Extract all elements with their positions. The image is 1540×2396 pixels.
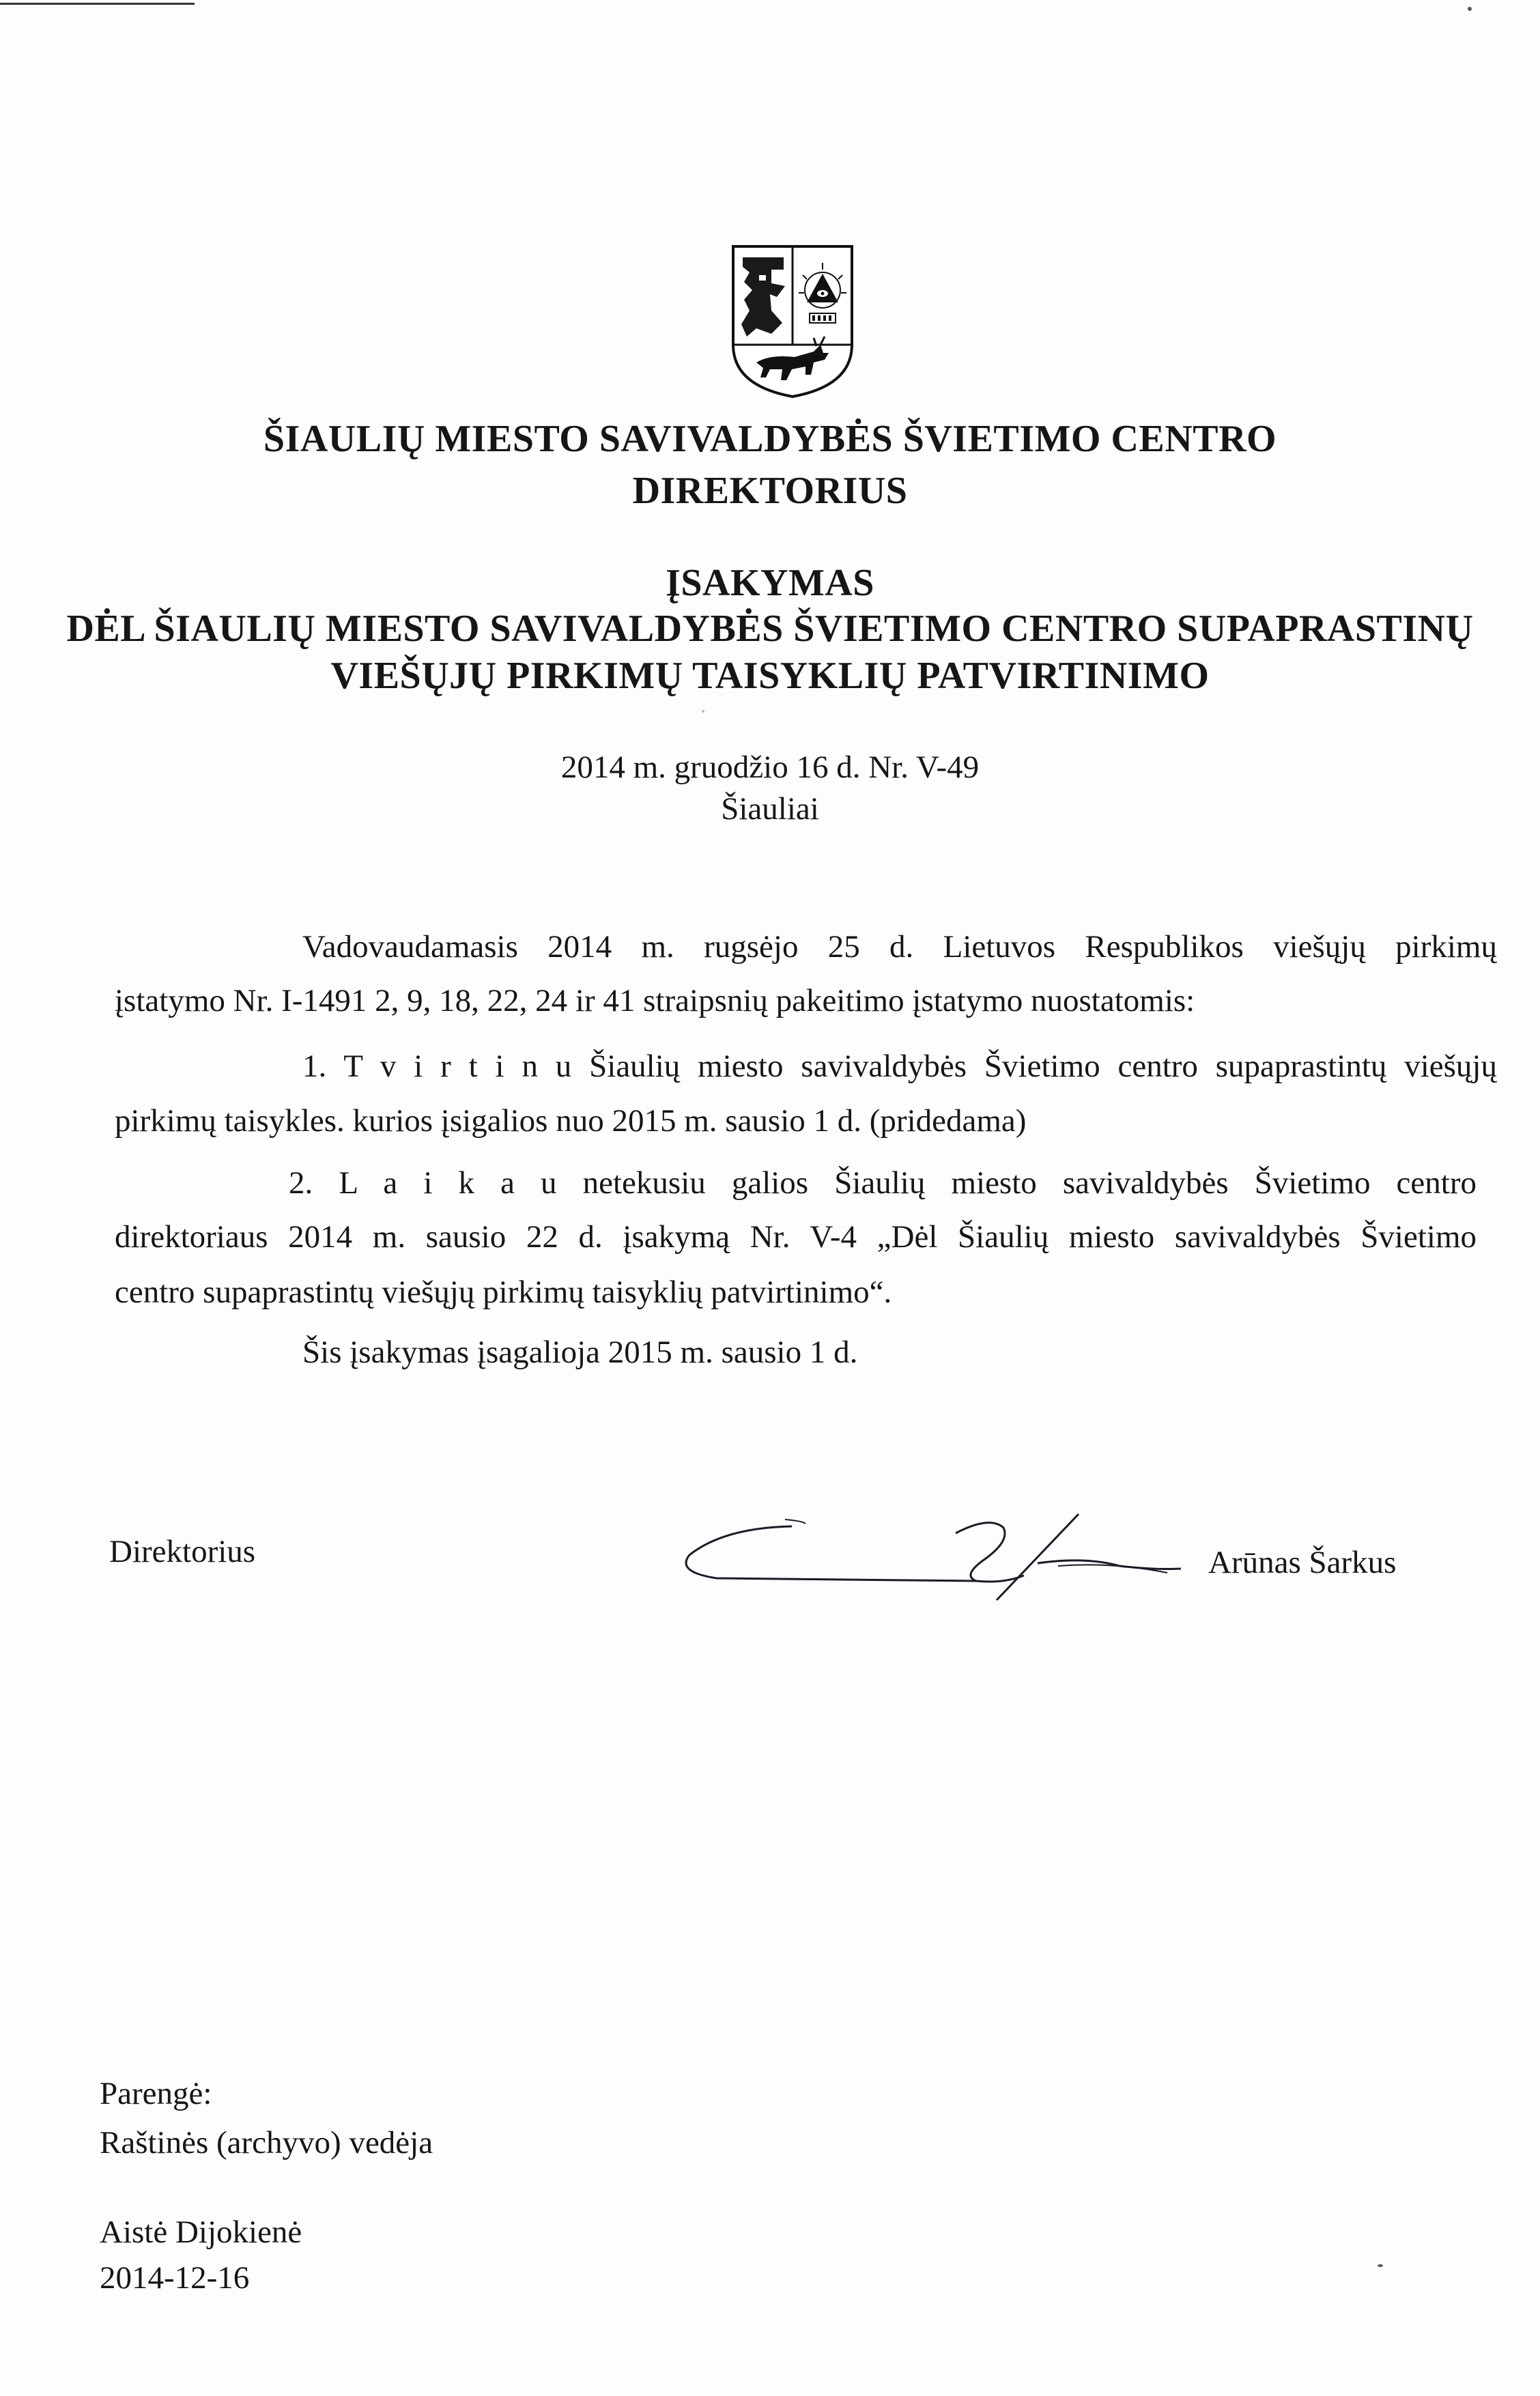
scan-artifact-dot xyxy=(1378,2264,1383,2267)
institution-title-line1: ŠIAULIŲ MIESTO SAVIVALDYBĖS ŠVIETIMO CENTRO xyxy=(263,418,1277,460)
signatory-name: Arūnas Šarkus xyxy=(1208,1545,1397,1580)
order-date-number: 2014 m. gruodžio 16 d. Nr. V-49 xyxy=(560,750,980,785)
item2-line2: direktoriaus 2014 m. sausio 22 d. įsakymą Nr. V-4 „Dėl Šiaulių miesto savivaldybės Švietimo xyxy=(115,1219,1477,1255)
coat-of-arms-icon xyxy=(729,242,856,399)
prepared-date: 2014-12-16 xyxy=(100,2260,250,2296)
preparer-role: Raštinės (archyvo) vedėja xyxy=(100,2125,433,2160)
item1-line2: pirkimų taisykles. kurios įsigalios nuo 2015 m. sausio 1 d. (pridedama) xyxy=(115,1103,1027,1139)
intro-line1: Vadovaudamasis 2014 m. rugsėjo 25 d. Lietuvos Respublikos viešųjų pirkimų xyxy=(302,929,1497,965)
order-subject-line2: VIEŠŲJŲ PIRKIMŲ TAISYKLIŲ PATVIRTINIMO xyxy=(330,655,1210,697)
item2-line3: centro supaprastintų viešųjų pirkimų taisyklių patvirtinimo“. xyxy=(115,1274,892,1310)
signatory-position: Direktorius xyxy=(109,1534,256,1569)
scan-artifact-line xyxy=(0,3,195,5)
institution-title-line2: DIREKTORIUS xyxy=(632,470,908,512)
order-subject-line1: DĖL ŠIAULIŲ MIESTO SAVIVALDYBĖS ŠVIETIMO CENTRO SUPAPRASTINŲ xyxy=(66,608,1474,650)
scan-artifact-dot xyxy=(1468,7,1472,11)
handwritten-signature xyxy=(676,1507,1195,1603)
preparer-name: Aistė Dijokienė xyxy=(100,2214,302,2250)
scan-artifact-dot xyxy=(702,710,704,713)
item2-line1: 2. L a i k a u netekusiu galios Šiaulių miesto savivaldybės Švietimo centro xyxy=(289,1165,1477,1201)
intro-line2: įstatymo Nr. I-1491 2, 9, 18, 22, 24 ir 41 straipsnių pakeitimo įstatymo nuostatomis: xyxy=(115,983,1195,1018)
order-place: Šiauliai xyxy=(721,791,819,827)
item1-line1: 1. T v i r t i n u Šiaulių miesto savivaldybės Švietimo centro supaprastintų viešųjų xyxy=(302,1049,1497,1084)
prepared-label: Parengė: xyxy=(100,2076,212,2111)
effective-clause: Šis įsakymas įsagalioja 2015 m. sausio 1 d. xyxy=(302,1335,858,1370)
order-type: ĮSAKYMAS xyxy=(666,562,874,604)
